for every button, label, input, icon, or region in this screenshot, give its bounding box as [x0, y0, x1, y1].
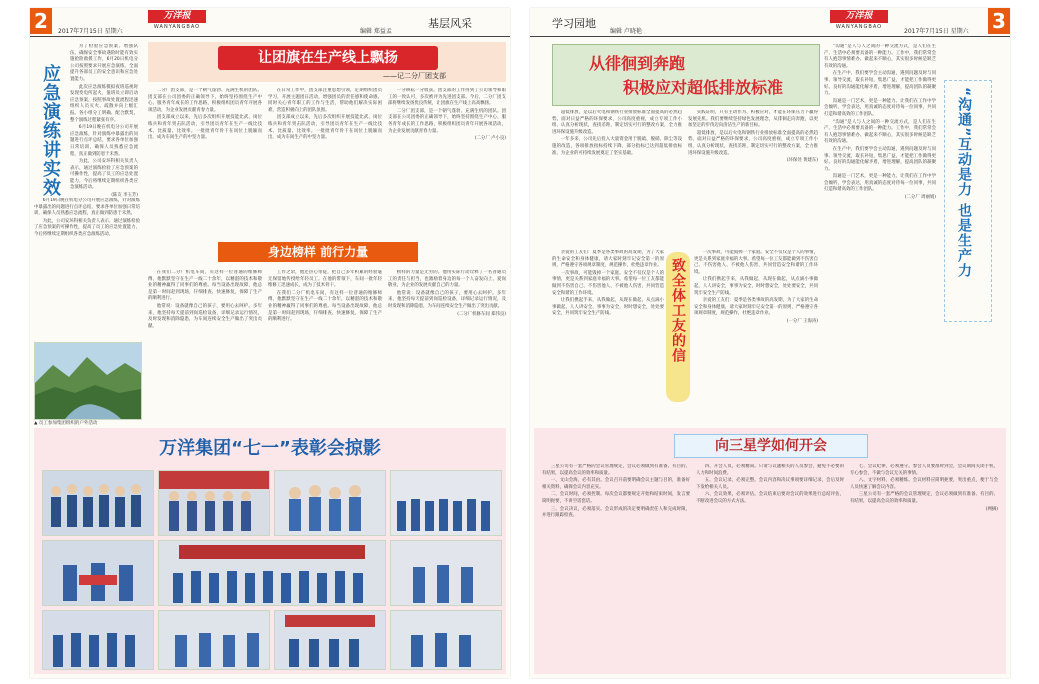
emission-col-a: 超低排放，是以后火电和钢铁行业排放标准全面提高的必然趋势。面对日益严格的环保要求，公司高度重视，成立专项工作小组，认真分析现状，查找差距，制定切实可行的整改方案，全力推进环保设施升级改造。 一年多来，公司先后投入大量资金用于脱硫、脱硝、除尘等设施的改造，各项排放指标持续下降，部分指标已达到超低排放标准，为企业的可持续发展奠定了坚实基础。: [552, 110, 682, 156]
newspaper-logo: 万洋报: [148, 10, 206, 23]
awards-photo-8: [42, 610, 154, 670]
awards-banner-title: 万洋集团“七一”表彰会掠影: [159, 438, 381, 459]
landscape-photo: [34, 342, 142, 420]
league-banner: [148, 42, 506, 82]
meeting-banner-title: 向三星学如何开会: [674, 434, 868, 458]
drill-article-cont: 6月19日晚在机电分公司开展应急演练，针对演练中暴露出的问题进行点评总结，要求各单位加强日常培训，确保人员熟悉应急流程，真正做到防患于未然。 为此，公司安环科相关负责人表示，通过演练检验了应急预案的可操作性，提高了员工的应急处置能力，今后将继续定期组织各类应急演练活动。: [34, 198, 140, 237]
awards-photo-3: [274, 470, 386, 536]
page-number: 3: [988, 8, 1010, 34]
awards-photo-10: [274, 610, 386, 670]
letter-col-a: 亲爱的工友们：夏季是各类事故的高发期，为了大家的生命安全和身体健康，请大家时刻牢记安全第一的原则，严格遵守各项规章制度，规范操作，杜绝违章作业。 一次事故，可能毁掉一个家庭。安全不仅仅是个人的事情，更是关系到家庭幸福的大事。希望每一位工友都能做到不伤害自己、不伤害他人、不被他人伤害，共同营造安全和谐的工作环境。 让我们携起手来，从我做起，从现在做起，从点滴小事做起，人人讲安全，事事为安全，时时想安全，处处要安全，共同筑牢安全生产防线。: [552, 250, 664, 317]
awards-photo-6: [158, 540, 386, 606]
newspaper-logo-sub: WANYANGBAO: [835, 24, 883, 30]
emission-headline-box: [552, 44, 820, 106]
awards-photo-section: [34, 428, 506, 674]
communication-title-box: [944, 80, 992, 322]
newspaper-logo: 万洋报: [830, 10, 888, 23]
awards-photo-4: [390, 470, 502, 536]
emission-headline-2: 积极应对超低排放标准: [623, 78, 784, 97]
communication-article: “沟通”是人与人之间的一种交流方式，是人们在生产、生活中必须要具备的一种能力。工作中，我们常常会有人抱怨事情难办、做起来不顺心，其实很多时候是缺乏有效的沟通。 在生产中，我们要学会主动沟通，遇到问题及时与同事、领导交流，取长补短，集思广益，才能把工作做得更好。良好的沟通能化解矛盾，增进理解，提高团队的凝聚力。 沟通是一门艺术，更是一种能力。让我们在工作中学会倾听，学会表达，用真诚的态度对待每一位同事，共同打造和谐高效的工作团队。 “沟通”是人与人之间的一种交流方式，是人们在生产、生活中必须要具备的一种能力。工作中，我们常常会有人抱怨事情难办、做起来不顺心，其实很多时候是缺乏有效的沟通。 在生产中，我们要学会主动沟通，遇到问题及时与同事、领导交流，取长补短，集思广益，才能把工作做得更好。良好的沟通能化解矛盾，增进理解，提高团队的凝聚力。 沟通是一门艺术，更是一种能力。让我们在工作中学会倾听，学会表达，用真诚的态度对待每一位同事，共同打造和谐高效的工作团队。 (二分厂 周丽娟): [824, 44, 936, 201]
editor-line: 编辑 卢晓艳: [610, 28, 642, 35]
league-byline: (二分厂 卢小良): [474, 136, 506, 142]
role-model-banner: [148, 242, 506, 264]
meeting-col-a: 三星公司有一套严格的会议管理规定，会议必须做到有准备、有目的、有结果，以提高会议的效率和质量。 一、文山会海，必有其由。会议召开前要明确会议主题与目的，准备好相关资料，确保会议内容充实。 二、会议时间，必须控制。每次会议都要规定开始和结束时间，发言要简明扼要，不讲空话套话。 三、会议决议，必须落实。会议形成的决定要明确责任人和完成时限，并进行跟踪检查。: [542, 464, 690, 519]
drill-byline: (陈友 李玉芳): [111, 193, 138, 199]
awards-photo-11: [390, 610, 502, 670]
league-banner-title: 让团旗在生产线上飘扬: [218, 46, 438, 70]
page-header: [530, 8, 1010, 34]
league-article-col-b: 在日常工作中，团支部注重思想引领，定期组织团员学习，开展主题团日活动，增强团员的责任感和使命感。同时关心青年职工的工作与生活，帮助他们解决实际困难，营造积极向上的团队氛围。 团支部成立以来，先后多次组织开展技能比武、岗位练兵和青年突击队活动，引导团员青年在生产一线比技术、比质量、比效率。一批批青年骨干在岗位上脱颖而出，成为车间生产的中坚力量。: [268, 88, 382, 141]
meeting-section: [534, 428, 1006, 674]
role-model-col-b: 工作之余，他还热心带徒，把自己多年积累的经验毫无保留地传授给年轻员工。在他的带领下，车间一批年轻维修工迅速成长，成为了技术骨干。 在我们二分厂机电车间，有这样一位普通的维修师傅，他默默坚守在生产一线二十余年，以精湛的技术和敬业的精神赢得了同事们的尊重。每当设备出现故障，他总是第一时间赶到现场，仔细排查、快速修复，保障了生产的顺利进行。: [268, 270, 382, 323]
emission-col-b: 实践证明，只有主动作为、积极应对，才能在环保压力下赢得发展先机。我们要继续坚持绿色发展理念，从徘徊走向奔跑，以更加坚定的步伐迈向清洁生产的新目标。 超低排放，是以后火电和钢铁行业排放标准全面提高的必然趋势。面对日益严格的环保要求，公司高度重视，成立专项工作小组，认真分析现状，查找差距，制定切实可行的整改方案，全力推进环保设施升级改造。 (环保处 黄建东): [688, 110, 818, 164]
awards-photo-9: [158, 610, 270, 670]
league-banner-subtitle: ——记二分厂团支部: [383, 72, 446, 80]
meeting-col-c: 七、会议纪律，必须遵守。参会人员要准时到会，会议期间关闭手机，专心参会，不做与会议无关的事情。 八、文字材料，必须精炼。会议材料应简明扼要，突出重点，便于与会人员快速了解会议内容。 三星公司有一套严格的会议管理规定，会议必须做到有准备、有目的、有结果，以提高会议的效率和质量。 (网摘): [850, 464, 998, 512]
letter-col-b: 一次事故，可能毁掉一个家庭。安全不仅仅是个人的事情，更是关系到家庭幸福的大事。希望每一位工友都能做到不伤害自己、不伤害他人、不被他人伤害，共同营造安全和谐的工作环境。 让我们携起手来，从我做起，从现在做起，从点滴小事做起，人人讲安全，事事为安全，时时想安全，处处要安全，共同筑牢安全生产防线。 亲爱的工友们：夏季是各类事故的高发期，为了大家的生命安全和身体健康，请大家时刻牢记安全第一的原则，严格遵守各项规章制度，规范操作，杜绝违章作业。 (一分厂 王海涛): [694, 250, 818, 324]
photo-caption: ▲ 员工参加集团组织的户外活动: [34, 421, 98, 426]
role-model-byline: (二分厂机修车间 郑伟良): [457, 311, 506, 317]
emission-byline: (环保处 黄建东): [786, 158, 818, 164]
issue-date: 2017年7月15日 星期六: [904, 28, 969, 35]
meeting-byline: (网摘): [985, 506, 998, 512]
role-model-title: 身边榜样 前行力量: [218, 242, 418, 262]
letter-title-strip: [666, 252, 690, 402]
meeting-col-b: 四、开会人员，必须精简。只请与议题相关的人员参会，避免不必要的人力和时间浪费。 五、会议记录，必须完整。会议内容和决议事项要详细记录，会后及时下发给相关人员。 六、会议效果，必须评估。会议结束后要对会议的效果进行总结评估，不断改进会议的方式方法。: [696, 464, 844, 504]
page-number: 2: [30, 8, 52, 34]
awards-photo-7: [390, 540, 502, 606]
newspaper-logo-sub: WANYANGBAO: [153, 24, 201, 30]
league-article-col-a: 二分厂团支部，是一个朝气蓬勃、充满生机的团队。团支部在公司团委的正确领导下，始终坚持围绕生产中心、服务青年成长的工作思路，积极组织团员青年开展各项活动，为企业发展贡献青春力量。 团支部成立以来，先后多次组织开展技能比武、岗位练兵和青年突击队活动，引导团员青年在生产一线比技术、比质量、比效率。一批批青年骨干在岗位上脱颖而出，成为车间生产的中坚力量。: [148, 88, 262, 141]
communication-byline: (二分厂 周丽娟): [904, 195, 936, 201]
emission-headline-1: 从徘徊到奔跑: [589, 54, 686, 73]
page-2: [30, 8, 510, 678]
league-article-col-c: 一分耕耘一分收获。团支部的工作得到了公司领导和职工的一致认可，多次被评为先进团支部。今后，二分厂团支部将继续发扬优良传统，让团旗在生产线上高高飘扬。 二分厂团支部，是一个朝气蓬勃、充满生机的团队。团支部在公司团委的正确领导下，始终坚持围绕生产中心、服务青年成长的工作思路，积极组织团员青年开展各项活动，为企业发展贡献青春力量。 (二分厂 卢小良): [388, 88, 506, 142]
awards-photo-5: [42, 540, 154, 606]
section-title: 学习园地: [552, 17, 596, 30]
letter-byline: (一分厂 王海涛): [786, 318, 818, 324]
awards-photo-1: [42, 470, 154, 536]
page-3: [530, 8, 1010, 678]
drill-vertical-title: 应急演练讲实效: [40, 64, 61, 197]
section-title: 基层风采: [428, 17, 472, 30]
communication-vertical-title: “沟通”互动是力 也是生产力: [956, 87, 972, 279]
role-model-col-a: 在我们二分厂机电车间，有这样一位普通的维修师傅，他默默坚守在生产一线二十余年，以精湛的技术和敬业的精神赢得了同事们的尊重。每当设备出现故障，他总是第一时间赶到现场，仔细排查、快速修复，保障了生产的顺利进行。 他常说：设备就像自己的孩子，要用心去呵护。多年来，他坚持每天提前到岗巡检设备，详细记录运行情况，及时发现和消除隐患，为车间连续安全生产做出了突出贡献。: [148, 270, 262, 329]
letter-vertical-title: 致全体工友的信: [670, 258, 686, 363]
editor-line: 编辑 郑益孟: [360, 28, 392, 35]
issue-date: 2017年7月15日 星期六: [58, 28, 123, 35]
role-model-col-c: 榜样的力量是无穷的。他用实际行动诠释了一名普通员工的责任与担当，也激励着身边的每一个人奋发向上、爱岗敬业，为企业的发展贡献自己的力量。 他常说：设备就像自己的孩子，要用心去呵护。多年来，他坚持每天提前到岗巡检设备，详细记录运行情况，及时发现和消除隐患，为车间连续安全生产做出了突出贡献。 (二分厂机修车间 郑伟良): [388, 270, 506, 317]
awards-photo-2: [158, 470, 270, 536]
page-header: [30, 8, 510, 34]
drill-article: 为了检验应急预案、增强队伍、确保安全事故遇险时能有效实施抢险救援工作，6月20日机电分公司按照要求开展应急演练，全面提升各部员工的安全意识和应急处置能力。 此次应急演练模拟夜班巡视时发现变电所起火，值班员立即启动应急预案，按照事故处置流程迅速组织人员灭火、疏散并向上级汇报。各小组分工明确、配合默契，整个演练过程紧张有序。 6月19日晚在机电分公司开展应急演练，针对演练中暴露出的问题进行点评总结，要求各单位加强日常培训，确保人员熟悉应急流程，真正做到防患于未然。 为此，公司安环科相关负责人表示，通过演练检验了应急预案的可操作性，提高了员工的应急处置能力，今后将继续定期组织各类应急演练活动。 (陈友 李玉芳): [70, 44, 138, 199]
